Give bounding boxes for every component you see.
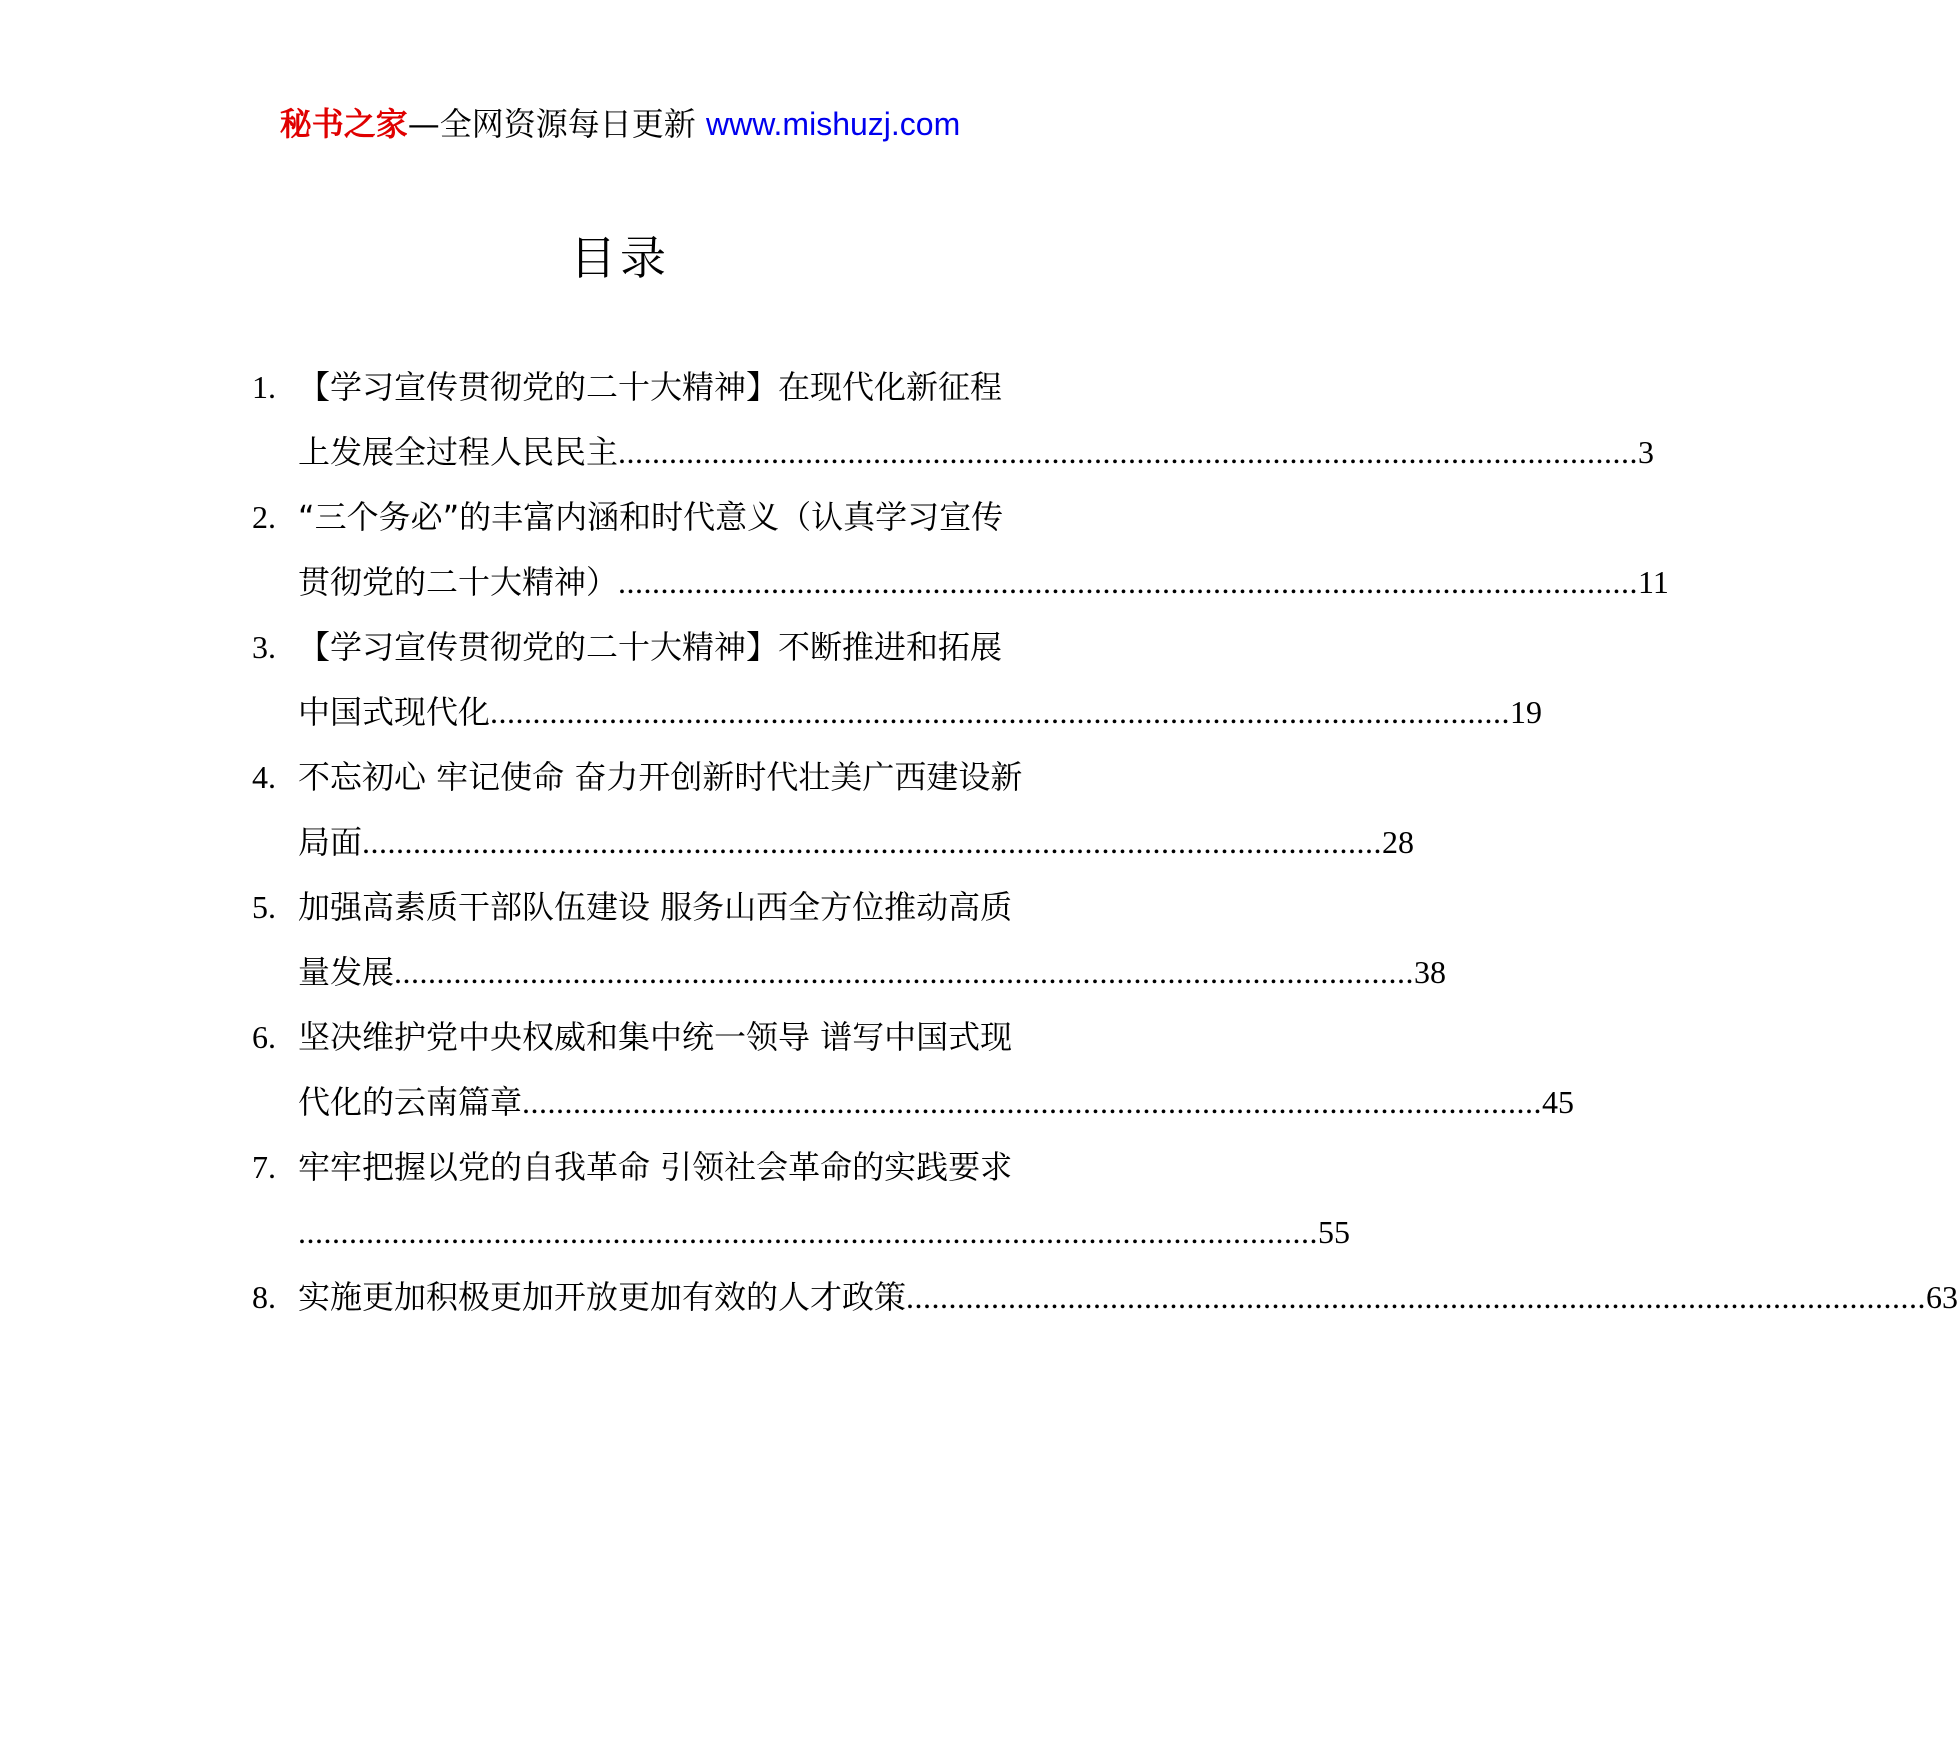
dot-leader: ........................................................................................................................ [298,1214,1318,1250]
toc-entry-page: 19 [1510,694,1543,730]
toc-entry-title-line2: 贯彻党的二十大精神） [298,563,619,601]
toc-entry-number: 5. [252,889,276,925]
toc-entry-number: 2. [252,499,276,535]
toc-entry-number: 1. [252,369,276,405]
toc-entry-8[interactable] [252,1265,1958,1330]
toc-entry-leader [298,420,1655,485]
toc-entry-2[interactable] [252,485,1669,615]
dot-leader: ........................................................................................................................ [362,824,1383,860]
toc-entry-page: 63 [1926,1279,1958,1315]
toc-entry-leader [298,940,1447,1005]
toc-entry-title-line2: 上发展全过程人民民主 [298,433,619,471]
toc-entry-title-line1: 不忘初心 牢记使命 奋力开创新时代壮美广西建设新 [298,758,1023,796]
toc-entry-title-line1: 【学习宣传贯彻党的二十大精神】不断推进和拓展 [298,628,1003,666]
toc-entry-title-line1: 【学习宣传贯彻党的二十大精神】在现代化新征程 [298,368,1003,406]
toc-entry-number: 7. [252,1149,276,1185]
toc-entry-page: 55 [1318,1214,1350,1250]
site-header [0,100,1240,148]
toc-entry-title-line1: “三个务必”的丰富内涵和时代意义（认真学习宣传 [298,498,1004,536]
toc-entry-page: 11 [1638,564,1669,600]
tagline: —全网资源每日更新 [407,105,706,143]
toc-entry-title-line2: 实施更加积极更加开放更加有效的人才政策 [298,1278,907,1316]
toc-entry-page: 28 [1382,824,1415,860]
toc-entry-5[interactable] [252,875,1447,1005]
toc-entry-7[interactable] [252,1135,1350,1265]
toc-entry-1[interactable] [252,355,1655,485]
toc-entry-3[interactable] [252,615,1543,745]
toc-entry-title-line2: 局面 [298,823,363,861]
toc-entry-4[interactable] [252,745,1415,875]
toc-entry-page: 38 [1414,954,1447,990]
toc-entry-number: 6. [252,1019,276,1055]
dot-leader: ........................................................................................................................ [490,694,1511,730]
toc-entry-title-line1: 加强高素质干部队伍建设 服务山西全方位推动高质 [298,888,1013,926]
toc-entry-leader [298,550,1669,615]
dot-leader: ........................................................................................................................ [618,434,1639,470]
toc-entry-6[interactable] [252,1005,1575,1135]
toc-entry-leader [298,680,1543,745]
toc-entry-leader [298,1200,1350,1265]
toc-entry-leader [298,1070,1575,1135]
page-title: 目录 [570,231,670,285]
toc-entry-leader [298,810,1415,875]
toc-entry-number: 8. [252,1279,276,1315]
toc-entry-page: 45 [1542,1084,1575,1120]
dot-leader: ........................................................................................................................ [618,564,1639,600]
toc-entry-page: 3 [1638,434,1655,470]
toc-entry-title-line1: 牢牢把握以党的自我革命 引领社会革命的实践要求 [298,1148,1013,1186]
table-of-contents [252,355,1958,1330]
dot-leader: ........................................................................................................................ [522,1084,1543,1120]
dot-leader: ........................................................................................................................ [906,1279,1927,1315]
toc-entry-title-line1: 坚决维护党中央权威和集中统一领导 谱写中国式现 [298,1018,1013,1056]
toc-entry-title-line2: 代化的云南篇章 [298,1083,523,1121]
site-url-link[interactable]: www.mishuzj.com [705,106,961,142]
toc-entry-title-line2: 量发展 [298,953,395,991]
toc-entry-number: 3. [252,629,276,665]
brand-name: 秘书之家 [279,105,408,143]
toc-entry-title-line2: 中国式现代化 [298,693,491,731]
toc-entry-number: 4. [252,759,276,795]
dot-leader: ........................................................................................................................ [394,954,1415,990]
toc-entry-leader [298,1265,1958,1330]
